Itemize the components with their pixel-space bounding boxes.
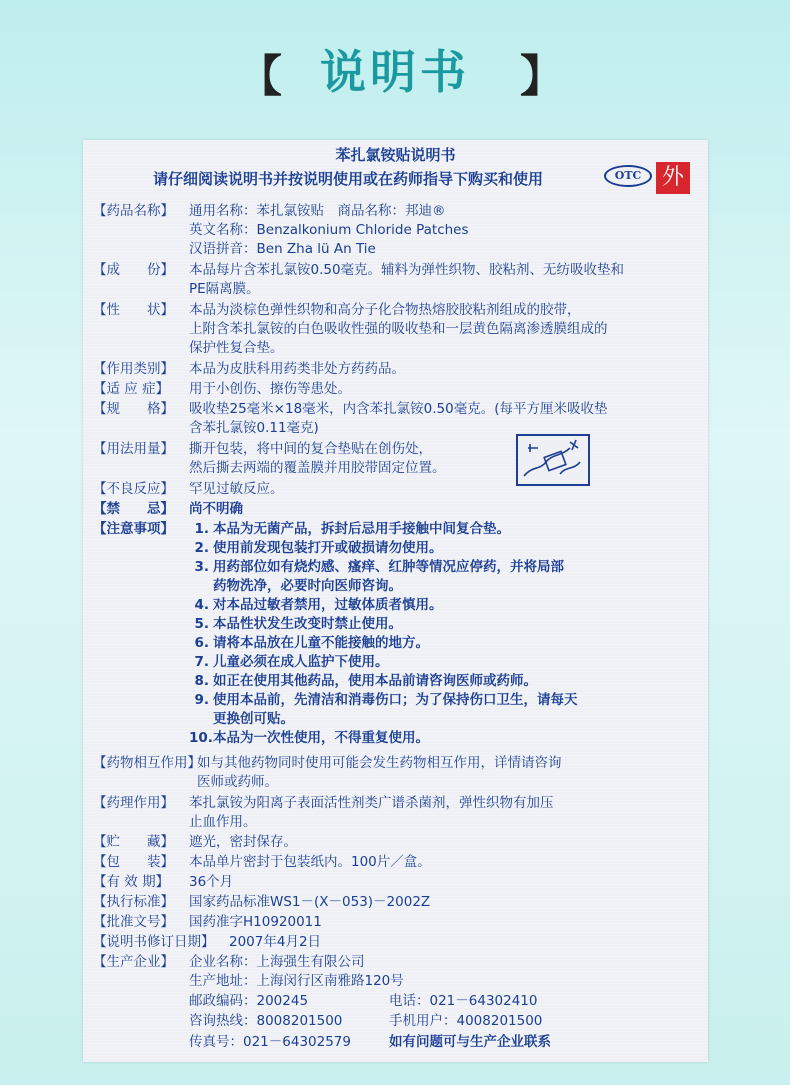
precaution-item: 3. 用药部位如有烧灼感、瘙痒、红肿等情况应停药，并将局部 <box>194 559 564 575</box>
header-banner <box>0 34 790 104</box>
precaution-item: 2. 使用前发现包装打开或破损请勿使用。 <box>194 540 443 556</box>
precaution-item: 9. 使用本品前，先清洁和消毒伤口；为了保持伤口卫生，请每天 <box>194 692 578 708</box>
leaflet-card: 苯扎氯铵贴说明书 请仔细阅读说明书并按说明使用或在药师指导下购买和使用 OTC 外 【药品名称】 通用名称：苯扎氯铵贴 商品名称：邦迪® 英文名称：Benzalkonium Chloride Patches 汉语拼音：Ben Zha lü An Tie 【成 份】 本品每片含苯扎氯铵0.50毫克。辅料为弹性织物、胶粘剂、无纺吸收垫和 PE隔离膜。 【性 状】 本品为淡棕色弹性织物和高分子化合物热熔胶胶粘剂组成的胶带， 上附含苯扎氯铵的白色吸收性强的吸收垫和一层黄色隔离渗透膜组成的 保护性复合垫。 【作用类别】 本品为皮肤科用药类非处方药药品。 【适 应 症】 用于小创伤、擦伤等患处。 【规 格】 吸收垫25毫米×18毫米，内含苯扎氯铵0.50毫克。(每平方厘米吸收垫 含苯扎氯铵0.11毫克) 【用法用量】 撕开包装，将中间的复合垫贴在创伤处， 然后撕去两端的覆盖膜并用胶带固定位置。 【不良反应】 罕见过敏反应。 【禁 忌】 尚不明确 【注意事项】 1. 本品为无菌产品，拆封后忌用手接触中间复合垫。 2. 使用前发现包装打开或破损请勿使用。 3. 用药部位如有烧灼感、瘙痒、红肿等情况应停药，并将局部 药物洗净，必要时向医师咨询。 4. 对本品过敏者禁用，过敏体质者慎用。 5. 本品性状发生改变时禁止使用。 6. 请将本品放在儿童不能接触的地方。 7. 儿童必须在成人监护下使用。 8. 如正在使用其他药品，使用本品前请咨询医师或药师。 9. 使用本品前，先清洁和消毒伤口；为了保持伤口卫生，请每天 更换创可贴。 10.本品为一次性使用，不得重复使用。 【药物相互作用】 如与其他药物同时使用可能会发生药物相互作用，详情请咨询 医师或药师。 【药理作用】 苯扎氯铵为阳离子表面活性剂类广谱杀菌剂，弹性织物有加压 止血作用。 【贮 藏】 遮光，密封保存。 【包 装】 本品单片密封于包装纸内。100片／盒。 【有 效 期】 36个月 【执行标准】 国家药品标准WS1－(X－053)－2002Z 【批准文号】 国药准字H10920011 【说明书修订日期】 2007年4月2日 【生产企业】 企业名称：上海强生有限公司 生产地址：上海闵行区南雅路120号 邮政编码：200245 电话：021－64302410 咨询热线：8008201500 手机用户：4008201500 传真号：021－64302579 如有问题可与生产企业联系 <box>83 140 708 1062</box>
bracket-left: 【 <box>238 51 282 102</box>
precaution-item: 更换创可贴。 <box>213 711 294 727</box>
external-use-badge: 外 <box>656 162 690 194</box>
precaution-item: 5. 本品性状发生改变时禁止使用。 <box>194 616 402 632</box>
bracket-right: 】 <box>520 51 564 102</box>
precaution-item: 1. 本品为无菌产品，拆封后忌用手接触中间复合垫。 <box>194 521 510 537</box>
precaution-item: 8. 如正在使用其他药品，使用本品前请咨询医师或药师。 <box>194 673 537 689</box>
banner-title: 说明书 <box>320 45 470 99</box>
precaution-item: 药物洗净，必要时向医师咨询。 <box>213 578 402 594</box>
precaution-item: 10.本品为一次性使用，不得重复使用。 <box>189 730 429 746</box>
otc-badge: OTC <box>604 165 652 187</box>
application-illustration-icon <box>516 434 590 486</box>
leaflet-title: 苯扎氯铵贴说明书 <box>335 146 456 164</box>
precaution-item: 4. 对本品过敏者禁用，过敏体质者慎用。 <box>194 597 443 613</box>
precaution-item: 6. 请将本品放在儿童不能接触的地方。 <box>194 635 429 651</box>
warning-text: 请仔细阅读说明书并按说明使用或在药师指导下购买和使用 <box>153 170 544 188</box>
precaution-item: 7. 儿童必须在成人监护下使用。 <box>194 654 389 670</box>
